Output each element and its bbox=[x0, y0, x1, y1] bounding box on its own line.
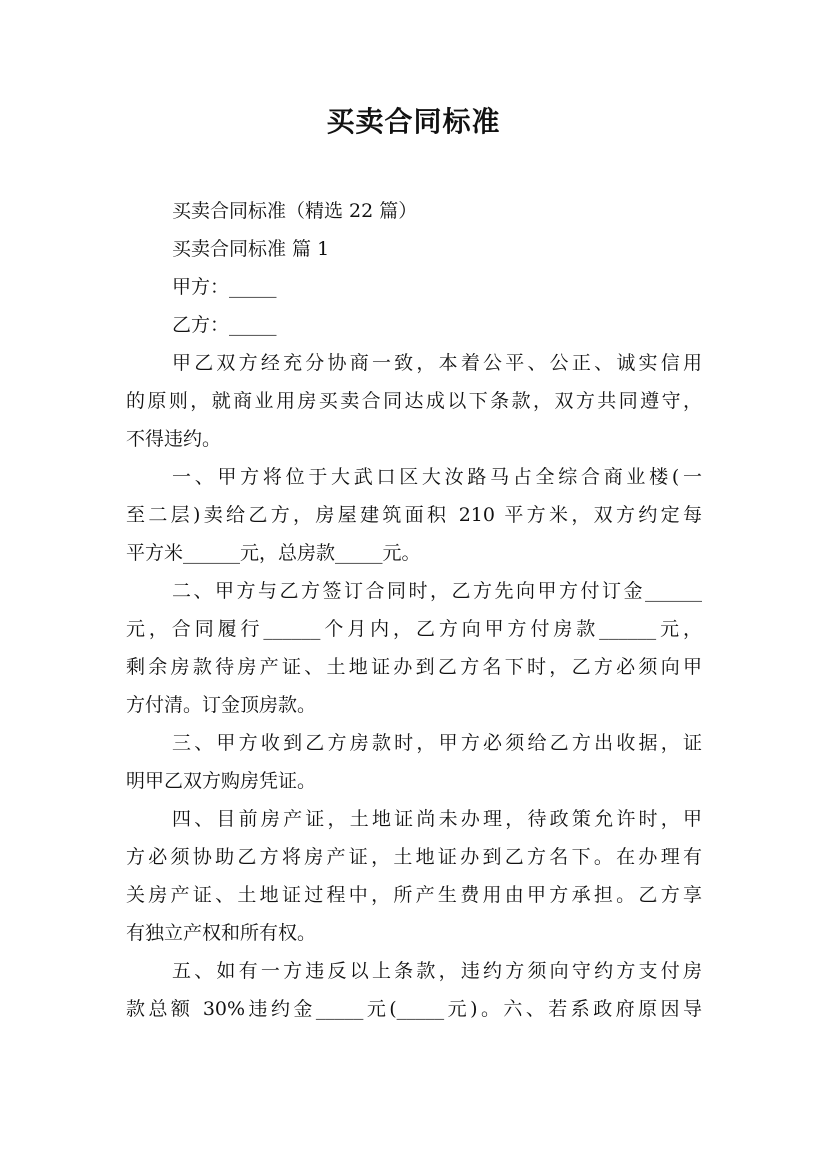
text-line: 关房产证、土地证过程中，所产生费用由甲方承担。乙方享 bbox=[126, 884, 702, 906]
text-line: 二、甲方与乙方签订合同时，乙方先向甲方付订金______ bbox=[172, 580, 702, 602]
text-line: 至二层)卖给乙方，房屋建筑面积 210 平方米，双方约定每 bbox=[126, 504, 702, 526]
text-line: 买卖合同标准 篇 1 bbox=[172, 238, 330, 260]
text-line: 五、如有一方违反以上条款，违约方须向守约方支付房 bbox=[172, 960, 702, 982]
text-line: 三、甲方收到乙方房款时，甲方必须给乙方出收据，证 bbox=[172, 732, 702, 754]
text-line: 剩余房款待房产证、土地证办到乙方名下时，乙方必须向甲 bbox=[126, 656, 702, 678]
document-body bbox=[126, 192, 702, 1028]
text-line: 的原则，就商业用房买卖合同达成以下条款，双方共同遵守， bbox=[126, 390, 702, 412]
text-line: 甲乙双方经充分协商一致，本着公平、公正、诚实信用 bbox=[172, 352, 702, 374]
text-line: 方必须协助乙方将房产证，土地证办到乙方名下。在办理有 bbox=[126, 846, 702, 868]
text-line: 元，合同履行______个月内，乙方向甲方付房款______元， bbox=[126, 618, 702, 640]
text-line: 明甲乙双方购房凭证。 bbox=[126, 770, 317, 792]
text-line: 款总额 30%违约金_____元(_____元)。六、若系政府原因导 bbox=[126, 998, 702, 1020]
text-line: 方付清。订金顶房款。 bbox=[126, 694, 317, 716]
text-line: 一、甲方将位于大武口区大汝路马占全综合商业楼(一 bbox=[172, 466, 702, 488]
text-line: 不得违约。 bbox=[126, 428, 222, 450]
text-line: 乙方：_____ bbox=[172, 314, 277, 336]
text-line: 甲方：_____ bbox=[172, 276, 277, 298]
document-title: 买卖合同标准 bbox=[326, 105, 501, 138]
text-line: 买卖合同标准（精选 22 篇） bbox=[172, 200, 418, 222]
text-line: 平方米______元，总房款_____元。 bbox=[126, 542, 421, 564]
text-line: 四、目前房产证，土地证尚未办理，待政策允许时，甲 bbox=[172, 808, 702, 830]
text-line: 有独立产权和所有权。 bbox=[126, 922, 317, 944]
